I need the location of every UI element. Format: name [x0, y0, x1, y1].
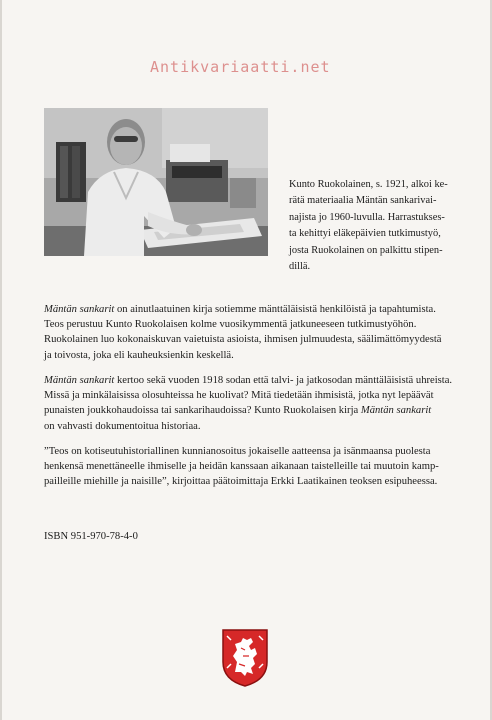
paragraph-line	[44, 403, 454, 418]
isbn-text: ISBN 951-970-78-4-0	[44, 531, 138, 542]
caption-line: ta kehittyi eläkepäivien tutkimustyö,	[289, 228, 441, 240]
caption-line: josta Ruokolainen on palkittu stipen-	[289, 244, 443, 256]
caption-line: Kunto Ruokolainen, s. 1921, alkoi ke-	[289, 179, 448, 190]
book-title-italic: Mäntän sankarit	[44, 304, 115, 315]
paragraph-line: pailleille miehille ja naisille”, kirjoittaa päätoimittaja Erkki Laatikainen teoksen esipuheessa.	[44, 476, 438, 488]
caption-line: najista jo 1960-luvulla. Harrastukses-	[289, 211, 445, 223]
paragraph-line: on vahvasti dokumentoitua historiaa.	[44, 420, 201, 432]
paragraph-text: punaisten joukkohaudoissa tai sankarihaudoissa? Kunto Ruokolaisen kirja	[44, 405, 361, 417]
description-paragraph-1	[44, 302, 454, 363]
author-photo	[44, 108, 268, 256]
coat-of-arms-icon	[221, 628, 269, 688]
paragraph-line	[44, 302, 454, 317]
caption-line: rätä materiaalia Mäntän sankarivai-	[289, 195, 437, 207]
paragraph-line: Ruokolainen luo kokonaiskuvan vaietuista asioista, ihmisen julmuudesta, säälimättömyydestä	[44, 334, 442, 346]
paragraph-line	[44, 373, 454, 388]
book-title-italic: Mäntän sankarit	[360, 405, 432, 417]
paragraph-line: ja toivosta, joka eli kauheuksienkin keskellä.	[44, 349, 234, 361]
quote-paragraph	[44, 444, 454, 490]
paragraph-text: on ainutlaatuinen kirja sotiemme mänttäläisistä henkilöistä ja tapahtumista.	[114, 304, 436, 315]
paragraph-line: Teos perustuu Kunto Ruokolaisen kolme vuosikymmentä jatkuneeseen tutkimustyöhön.	[44, 319, 417, 331]
description-paragraph-2	[44, 373, 454, 434]
paragraph-line: henkensä menettäneelle ihmiselle ja heidän kanssaan aikanaan taistelleille tai muutoin kamp-	[44, 461, 439, 473]
watermark-text: Antikvariaatti.net	[150, 58, 331, 76]
paragraph-line: ”Teos on kotiseutuhistoriallinen kunnianosoitus jokaiselle aatteensa ja isänmaansa puolesta	[44, 446, 431, 457]
book-title-italic: Mäntän sankarit	[44, 375, 115, 386]
caption-line: dillä.	[289, 261, 311, 273]
author-caption	[289, 177, 457, 275]
paragraph-text: kertoo sekä vuoden 1918 sodan että talvi- ja jatkosodan mänttäläisistä uhreista.	[114, 375, 453, 386]
author-photo-image	[44, 108, 268, 256]
paragraph-line: Missä ja minkälaisissa olosuhteissa he kuolivat? Mitä tiedetään ihmisistä, jotka nyt lepäävät	[44, 390, 434, 402]
